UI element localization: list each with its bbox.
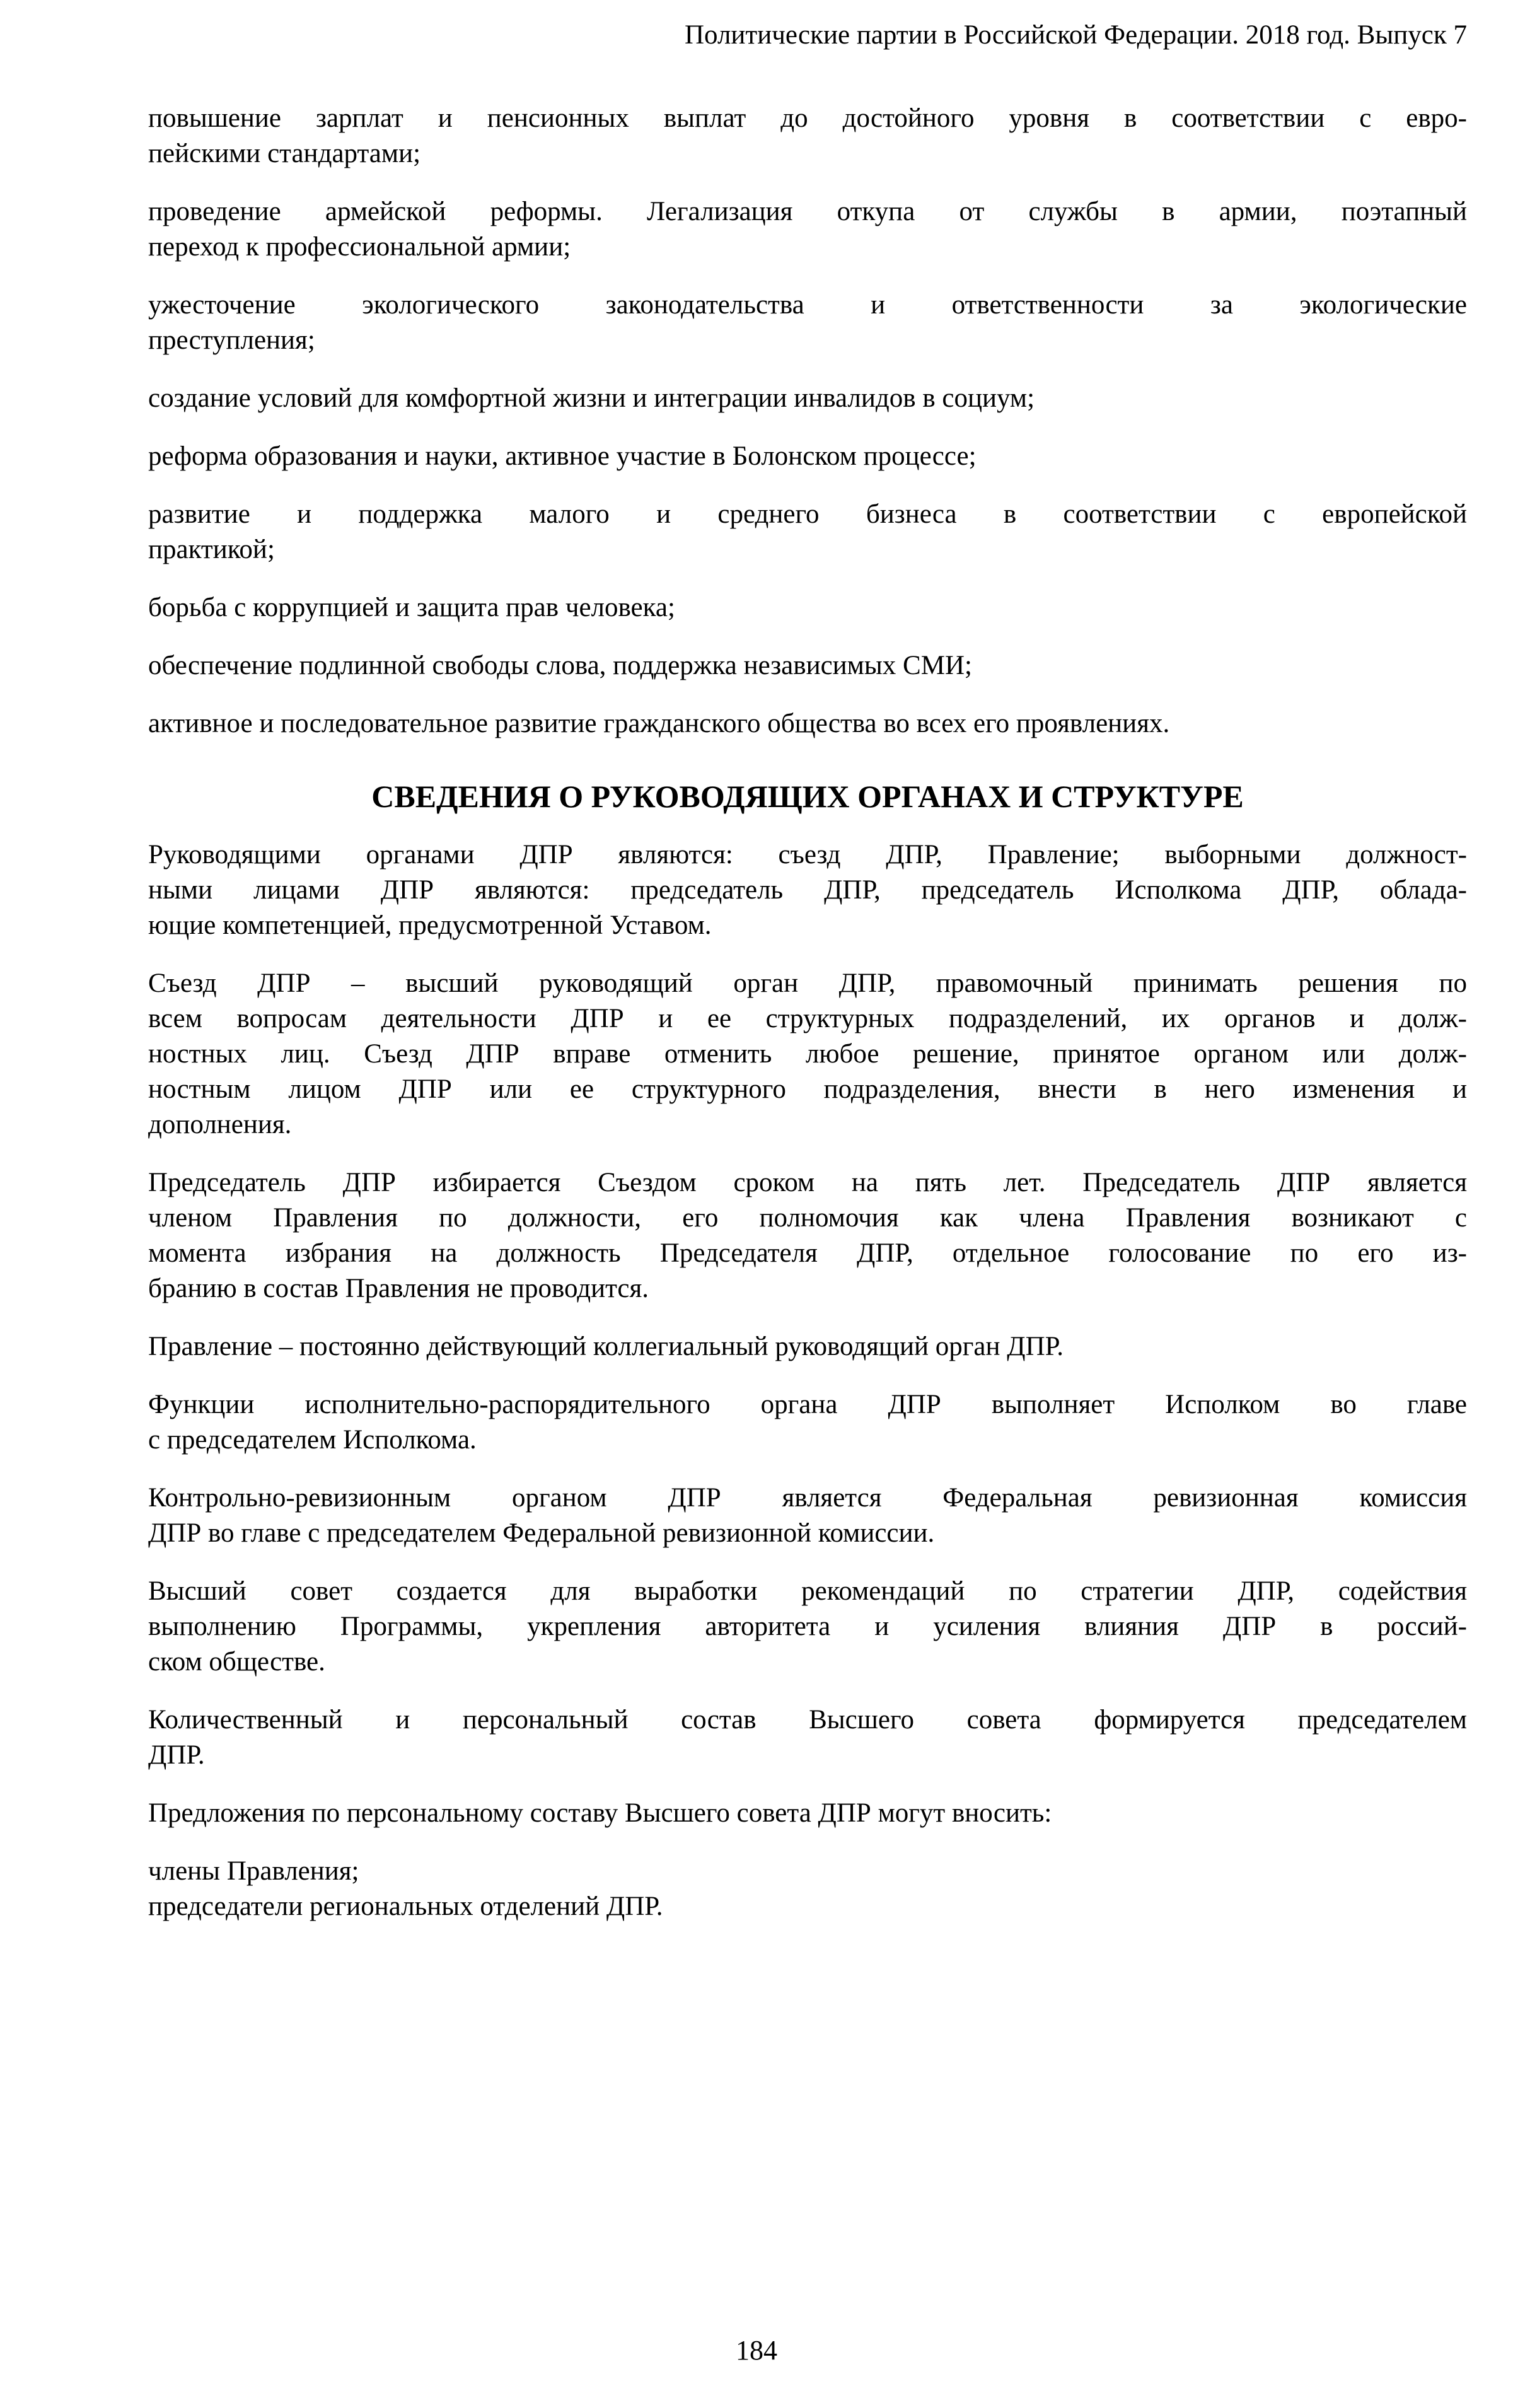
text-line: бранию в состав Правления не проводится. — [148, 1274, 649, 1303]
paragraph — [148, 288, 1467, 358]
text-line: Руководящими органами ДПР являются: съезд ДПР, Правление; выборными должност- — [148, 840, 1467, 870]
text-line: ностным лицом ДПР или ее структурного подразделения, внести в него изменения и — [148, 1074, 1467, 1104]
text-line: переход к профессиональной армии; — [148, 232, 571, 262]
text-line: ющие компетенцией, предусмотренной Уставом. — [148, 910, 712, 940]
text-line: Председатель ДПР избирается Съездом сроком на пять лет. Председатель ДПР является — [148, 1168, 1467, 1197]
paragraph — [148, 590, 1467, 625]
paragraph — [148, 1165, 1467, 1306]
section-paragraphs — [148, 837, 1467, 1924]
text-line: активное и последовательное развитие гражданского общества во всех его проявлениях. — [148, 709, 1170, 738]
text-line: повышение зарплат и пенсионных выплат до достойного уровня в соответствии с евро- — [148, 103, 1467, 133]
paragraph — [148, 1796, 1467, 1831]
section-heading: СВЕДЕНИЯ О РУКОВОДЯЩИХ ОРГАНАХ И СТРУКТУРЕ — [371, 779, 1244, 814]
text-line: ДПР. — [148, 1740, 205, 1770]
page-number: 184 — [736, 2335, 777, 2366]
text-line: создание условий для комфортной жизни и интеграции инвалидов в социум; — [148, 383, 1035, 413]
text-line: Съезд ДПР – высший руководящий орган ДПР, правомочный принимать решения по — [148, 968, 1467, 998]
text-line: Функции исполнительно-распорядительного органа ДПР выполняет Исполком во главе — [148, 1390, 1467, 1419]
intro-paragraphs — [148, 101, 1467, 742]
text-line: развитие и поддержка малого и среднего бизнеса в соответствии с европейской — [148, 499, 1467, 529]
text-column — [148, 101, 1467, 1947]
text-line: момента избрания на должность Председателя ДПР, отдельное голосование по его из- — [148, 1238, 1467, 1268]
paragraph — [148, 1329, 1467, 1364]
text-line: члены Правления; — [148, 1856, 359, 1886]
text-line: ужесточение экологического законодательства и ответственности за экологические — [148, 290, 1467, 320]
text-line: ными лицами ДПР являются: председатель ДПР, председатель Исполкома ДПР, облада- — [148, 875, 1467, 905]
paragraph — [148, 706, 1467, 742]
text-line: ском обществе. — [148, 1647, 325, 1677]
paragraph — [148, 497, 1467, 567]
text-line: ностных лиц. Съезд ДПР вправе отменить любое решение, принятое органом или долж- — [148, 1039, 1467, 1069]
paragraph — [148, 1574, 1467, 1680]
text-line: Предложения по персональному составу Высшего совета ДПР могут вносить: — [148, 1798, 1052, 1828]
text-line: проведение армейской реформы. Легализация откупа от службы в армии, поэтапный — [148, 197, 1467, 226]
text-line: Контрольно-ревизионным органом ДПР является Федеральная ревизионная комиссия — [148, 1483, 1467, 1513]
text-line: Высший совет создается для выработки рекомендаций по стратегии ДПР, содействия — [148, 1576, 1467, 1606]
text-line: борьба с коррупцией и защита прав человека; — [148, 593, 675, 622]
paragraph — [148, 194, 1467, 265]
paragraph — [148, 966, 1467, 1143]
text-line: выполнению Программы, укрепления авторитета и усиления влияния ДПР в россий- — [148, 1612, 1467, 1641]
text-line: обеспечение подлинной свободы слова, поддержка независимых СМИ; — [148, 651, 972, 680]
paragraph — [148, 381, 1467, 416]
text-line: с председателем Исполкома. — [148, 1425, 477, 1455]
paragraph — [148, 1387, 1467, 1458]
text-line: Правление – постоянно действующий коллегиальный руководящий орган ДПР. — [148, 1332, 1064, 1361]
text-line: всем вопросам деятельности ДПР и ее структурных подразделений, их органов и долж- — [148, 1004, 1467, 1033]
text-line: членом Правления по должности, его полномочия как члена Правления возникают с — [148, 1203, 1467, 1233]
text-line: реформа образования и науки, активное участие в Болонском процессе; — [148, 441, 977, 471]
paragraph — [148, 1854, 1467, 1889]
paragraph — [148, 439, 1467, 474]
text-line: преступления; — [148, 325, 315, 355]
paragraph — [148, 1889, 1467, 1924]
text-line: пейскими стандартами; — [148, 139, 421, 168]
paragraph — [148, 1480, 1467, 1551]
text-line: Количественный и персональный состав Высшего совета формируется председателем — [148, 1705, 1467, 1735]
paragraph — [148, 101, 1467, 172]
text-line: ДПР во главе с председателем Федеральной ревизионной комиссии. — [148, 1518, 935, 1548]
running-header: Политические партии в Российской Федерации. 2018 год. Выпуск 7 — [684, 20, 1467, 50]
paragraph — [148, 837, 1467, 943]
paragraph — [148, 648, 1467, 683]
text-line: председатели региональных отделений ДПР. — [148, 1892, 663, 1921]
text-line: практикой; — [148, 535, 275, 564]
text-line: дополнения. — [148, 1110, 292, 1139]
paragraph — [148, 1702, 1467, 1773]
